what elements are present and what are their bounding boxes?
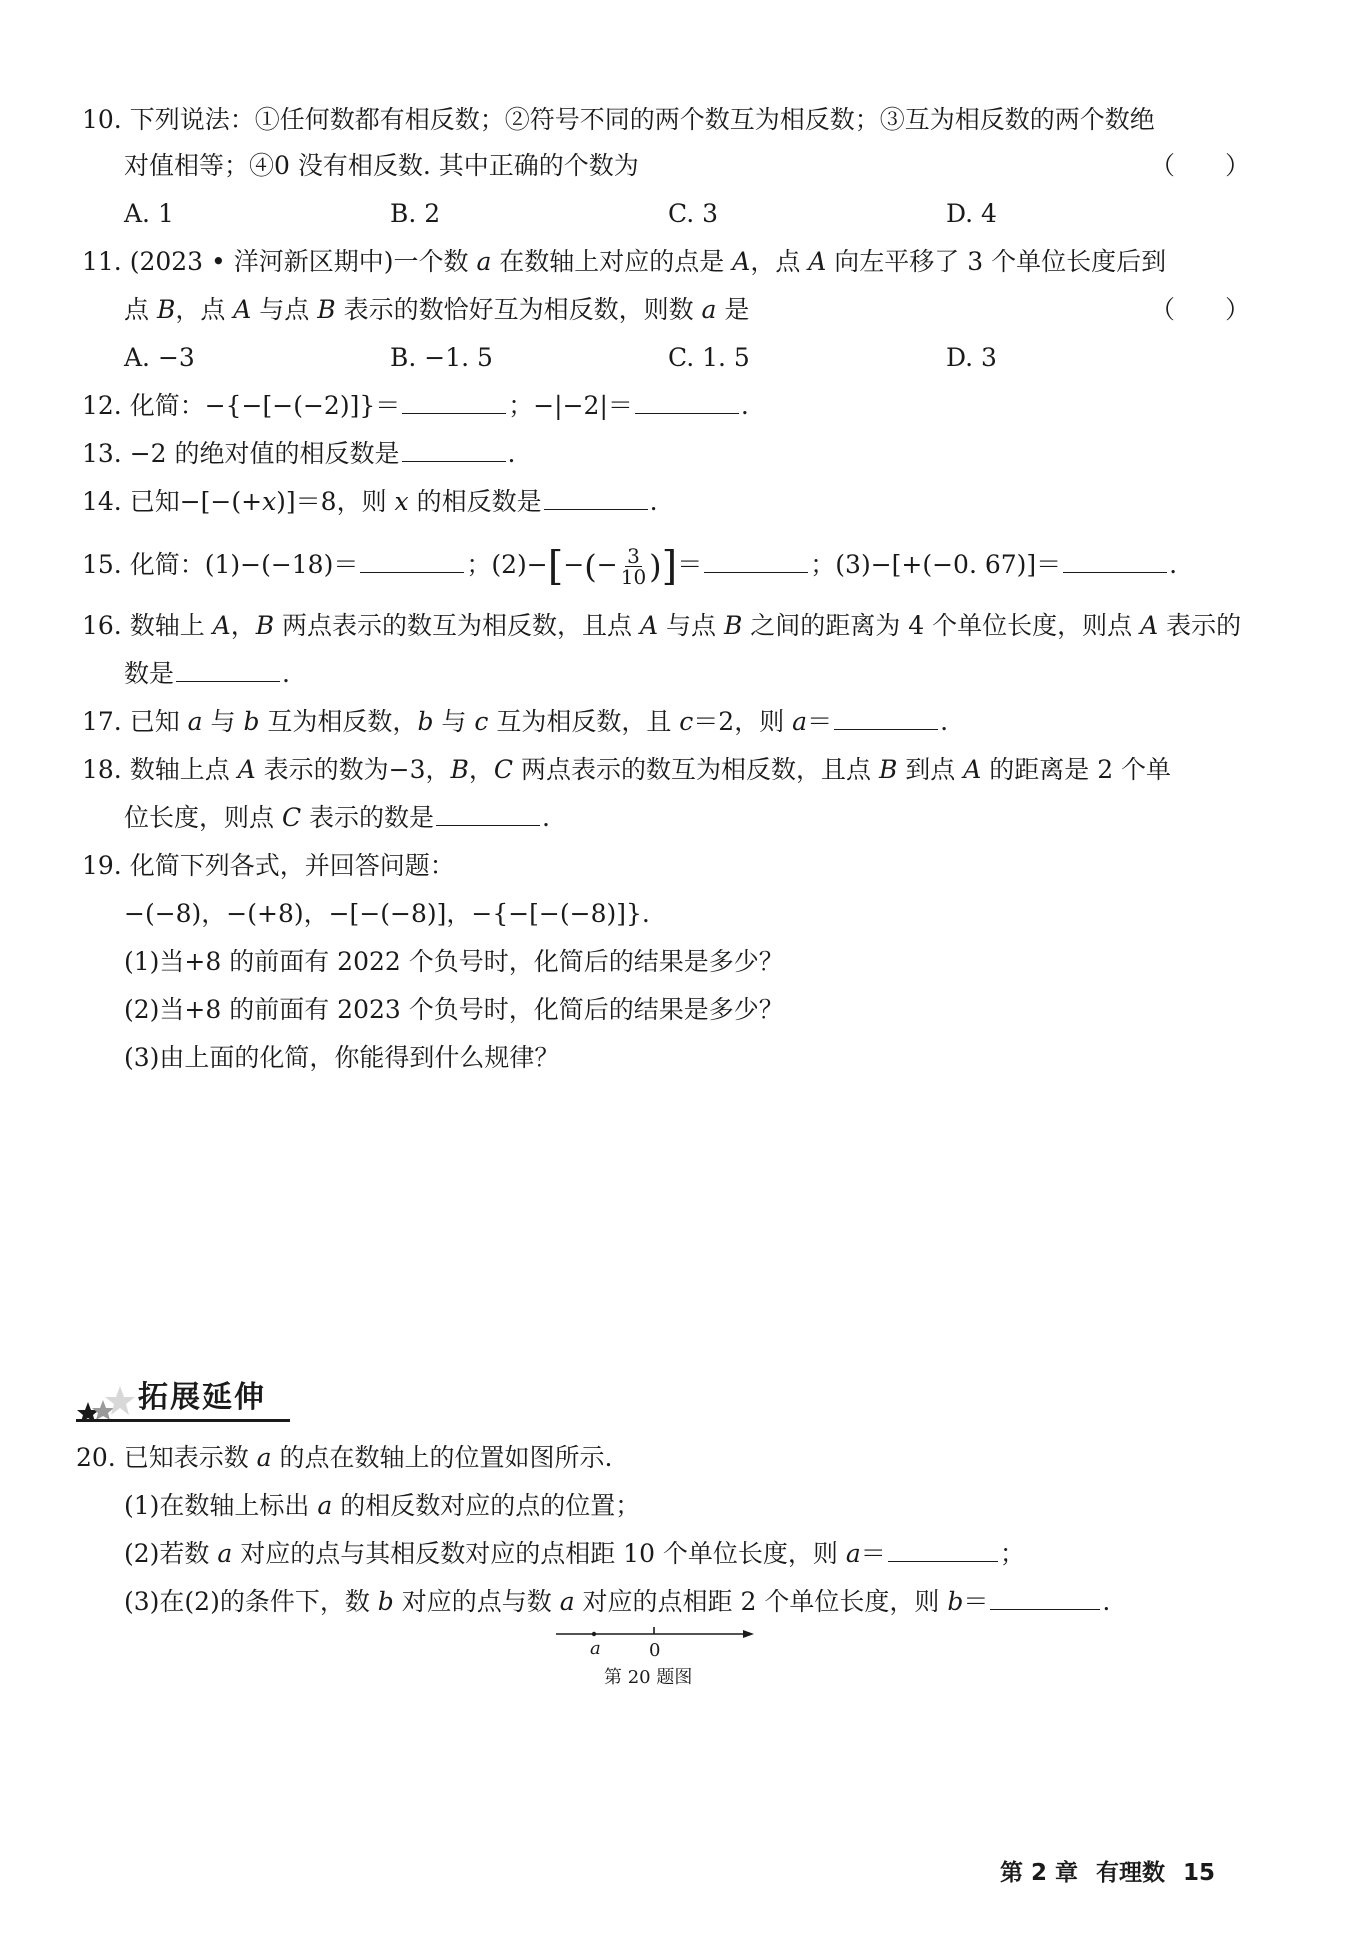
q11-option-a: A. −3: [124, 343, 195, 372]
figure-caption: 第 20 题图: [604, 1667, 693, 1688]
q14-blank[interactable]: [544, 487, 648, 510]
q20-line: 20. 已知表示数 a 的点在数轴上的位置如图所示.: [76, 1443, 613, 1472]
q17-blank[interactable]: [834, 707, 938, 730]
q10-line2: 对值相等；④0 没有相反数. 其中正确的个数为: [124, 151, 639, 180]
q14: 14. 已知−[−(+x)]＝8，则 x 的相反数是 .: [82, 487, 658, 516]
q11-line2: 点 B，点 A 与点 B 表示的数恰好互为相反数，则数 a 是: [124, 295, 750, 324]
q18-line1: 18. 数轴上点 A 表示的数为−3，B，C 两点表示的数互为相反数，且点 B 到点 A 的距离是 2 个单: [82, 755, 1172, 784]
q11-option-b: B. −1. 5: [390, 343, 493, 372]
q10-option-b: B. 2: [390, 199, 441, 228]
q10-option-c: C. 3: [668, 199, 719, 228]
page-footer: [1000, 1858, 1215, 1888]
section-title: 拓展延伸: [138, 1380, 266, 1415]
q20-blank-2[interactable]: [990, 1587, 1100, 1610]
number-line-arrow: [743, 1630, 754, 1638]
q15: 15. 化简：(1)−(−18)＝ ；(2)−[−(− $\frac{3}{10}$ )]＝ ；(3)−[+(−0. 67)]＝ .: [82, 543, 1178, 590]
q19-title: 19. 化简下列各式，并回答问题：: [82, 851, 455, 880]
footer-title: 有理数: [1096, 1860, 1166, 1886]
q20-sub2: (2)若数 a 对应的点与其相反数对应的点相距 10 个单位长度，则 a＝ ；: [124, 1539, 1025, 1568]
q11-option-d: D. 3: [946, 343, 997, 372]
stars-icon: [76, 1378, 140, 1422]
q19-sub1: (1)当+8 的前面有 2022 个负号时，化简后的结果是多少？: [124, 947, 784, 976]
q15-fraction: $\frac{3}{10}$: [620, 544, 647, 589]
q15-blank-1[interactable]: [360, 550, 464, 573]
q11-line1: 11. (2023 • 洋河新区期中)一个数 a 在数轴上对应的点是 A，点 A 向左平移了 3 个单位长度后到: [82, 247, 1167, 276]
q11-option-c: C. 1. 5: [668, 343, 750, 372]
q12-blank-1[interactable]: [402, 391, 506, 414]
q13: 13. −2 的绝对值的相反数是 .: [82, 439, 516, 468]
q10-option-a: A. 1: [124, 199, 174, 228]
q10-answer-paren: （ ）: [1150, 151, 1251, 180]
number-line-figure: [550, 1622, 760, 1666]
q15-blank-2[interactable]: [704, 550, 808, 573]
number-line-point-a: [592, 1632, 596, 1636]
q16-line1: 16. 数轴上 A，B 两点表示的数互为相反数，且点 A 与点 B 之间的距离为 4 个单位长度，则点 A 表示的: [82, 611, 1242, 640]
q10-line1: 10. 下列说法：①任何数都有相反数；②符号不同的两个数互为相反数；③互为相反数的两个数绝: [82, 105, 1155, 134]
q16-blank[interactable]: [176, 659, 280, 682]
q19-expressions: −(−8)，−(+8)，−[−(−8)]，−{−[−(−8)]}.: [124, 899, 650, 928]
q19-sub2: (2)当+8 的前面有 2023 个负号时，化简后的结果是多少？: [124, 995, 784, 1024]
q18-blank[interactable]: [436, 803, 540, 826]
q13-blank[interactable]: [402, 439, 506, 462]
q15-blank-3[interactable]: [1063, 550, 1167, 573]
q11-answer-paren: （ ）: [1150, 295, 1251, 324]
footer-chapter: 第 2 章: [1000, 1860, 1079, 1886]
q20-blank-1[interactable]: [888, 1539, 998, 1562]
number-line-label-zero: 0: [649, 1640, 661, 1661]
section-underline: [76, 1419, 290, 1422]
q20-sub3: (3)在(2)的条件下，数 b 对应的点与数 a 对应的点相距 2 个单位长度，则 b＝ .: [124, 1587, 1111, 1616]
page-number: 15: [1183, 1860, 1216, 1886]
q20-sub1: (1)在数轴上标出 a 的相反数对应的点的位置；: [124, 1491, 641, 1520]
q17: 17. 已知 a 与 b 互为相反数，b 与 c 互为相反数，且 c＝2，则 a＝ .: [82, 707, 949, 736]
q12: 12. 化简：−{−[−(−2)]}＝ ；−|−2|＝ .: [82, 391, 749, 420]
q18-line2: 位长度，则点 C 表示的数是 .: [124, 803, 550, 832]
q16-line2: 数是 .: [124, 659, 290, 688]
section-header: [76, 1378, 296, 1422]
number-line-label-a: a: [590, 1638, 601, 1659]
q10-option-d: D. 4: [946, 199, 997, 228]
q19-sub3: (3)由上面的化简，你能得到什么规律？: [124, 1043, 560, 1072]
q12-blank-2[interactable]: [635, 391, 739, 414]
